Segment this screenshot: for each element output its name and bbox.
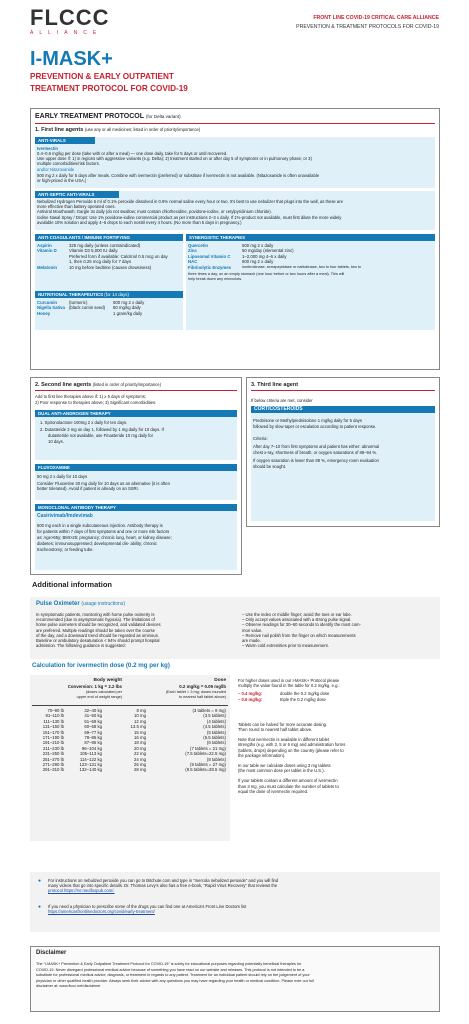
drug-name: NAC — [188, 259, 198, 265]
pulse-left — [36, 612, 161, 648]
early-rule — [35, 123, 435, 124]
multiplier-label: – 0.4 mg/kg: — [238, 691, 263, 697]
nitazoxanide-line1: 500 mg 2 x daily for 5 days after meals. Combine with ivermectin (preferred) or substitute if ivermectin is not available. (Nitazoxanide is often unavailable — [37, 173, 320, 178]
tablets: (6 tablets) — [206, 740, 226, 746]
note-text: Then round to nearest half tablet above. — [238, 727, 313, 733]
conversion-header: Conversion: 1 kg = 2.2 lbs — [67, 684, 122, 689]
bullet-icon: ● — [38, 904, 42, 910]
lb-range: 91–110 lb — [45, 713, 64, 719]
dose-header: Dose — [214, 678, 226, 683]
dual-header: DUAL ANTI-ANDROGEN THERAPY — [35, 410, 237, 417]
dose-mg: 10 mg — [134, 713, 146, 719]
logo-sub: ALLIANCE — [30, 30, 103, 36]
tablets: (3 tablets = 9 mg) — [192, 708, 226, 713]
drug-dose: 500 mg 2 x daily — [242, 259, 274, 265]
dose-mg: 8 mg — [136, 708, 146, 713]
first-line-note: (use any or all medicines; listed in order of priority/importance) — [84, 127, 201, 132]
dose-mg: 26 mg — [134, 762, 146, 768]
bullet-text: For instructions on nebulized peroxide you can go to Bitchute.com and type in “mercola nebulized peroxide” and you will find — [48, 878, 279, 883]
drug-dose: 50 mg/day (elemental zinc) — [242, 248, 294, 254]
kg-range: 60–68 kg — [84, 724, 102, 730]
drug-name: Fibrinolytic Enzymes — [188, 264, 231, 270]
pulse-note: (usage instructions) — [81, 601, 125, 607]
disclaimer-line: physician or other qualified health provider. Always seek their advice with any questions you may have regarding your health or medical condition. Please note our full — [36, 978, 314, 983]
antiseptic-line4: Iodine Nasal Spray / Drops: Use 1% povidone-iodine commercial product as per instructions 2–3 x daily. If 1%-product not available, must first dilute the more widely — [37, 215, 342, 220]
ivermectin-line2: Use upper dose if: 1) in regions with aggressive variants (e.g. Delta); 2) treatment started on or after day 5 of symptoms or in pulmonary phase; or 3) — [37, 156, 312, 161]
lb-range: 291–310 lb — [42, 767, 64, 773]
drug-dose: 500 mg 2 x daily — [113, 300, 145, 305]
dose-table — [32, 708, 228, 773]
pulse-text: In symptomatic patients, monitoring with home pulse oximetry is — [36, 612, 155, 617]
conversion-note2: upper end of weight range) — [76, 695, 122, 699]
table-row — [35, 265, 170, 270]
tablets: (8 tablets) — [206, 756, 226, 762]
pulse-tip: – Warm cold extremities prior to measurement. — [242, 643, 329, 649]
drug-dose: 1, then 0.25 mcg daily for 7 days — [69, 259, 132, 265]
disclaimer-line: disclaimer at: www.flccc.net/disclaimer — [36, 984, 101, 989]
dose-note1: (Each tablet = 3 mg; doses rounded — [165, 690, 226, 694]
dual-line3: dutasteride not available, use Finasteride 10 mg daily for — [48, 433, 153, 438]
mono-line1: 600 mg each in a single subcutaneous injection. Antibody therapy is — [37, 523, 163, 528]
drug-note: (turmeric) — [69, 300, 88, 305]
kg-range: 78–86 kg — [84, 735, 102, 741]
lb-range: 70–90 lb — [47, 708, 64, 713]
table-row — [32, 767, 228, 772]
table-row — [186, 265, 363, 270]
mono-line3: as: Age>65y; BMI>25; pregnancy; chronic lung, heart, or kidney disease; — [37, 535, 172, 540]
bullet-1 — [38, 878, 436, 894]
disclaimer-line: COVID-19. Never disregard professional medical advice because of something you have read on our website and releases. This protocol is not intended to be a — [36, 967, 305, 972]
pulse-title: Pulse Oximeter — [36, 601, 80, 607]
pulse-tip: – Use the index or middle finger; avoid the toes or ear lobe. — [242, 612, 352, 617]
drug-name: Curcumin — [37, 300, 58, 305]
side-text: multiply the value found in the table for 0.2 mg/kg, e.g.: — [238, 683, 340, 689]
third-line-l1: If below criteria are met, consider — [251, 398, 313, 403]
dual-line1: 1. Spironolactone 100mg 2 x daily for ten days. — [40, 420, 128, 425]
org-sub: PREVENTION & TREATMENT PROTOCOLS FOR COVID-19 — [296, 24, 439, 30]
cortico-header: CORTICOSTEROIDS — [251, 406, 435, 413]
ivermectin-line3: multiple comorbidities/risk factors. — [37, 161, 100, 166]
bullet-icon: ● — [38, 878, 42, 884]
drug-dose: Preferred form if available: Calcitriol 0.5 mcg on day — [69, 253, 168, 259]
bullet-text: many videos that go into specific details. Dr. Thomas Levy's also has a free e-book, “Rapid Virus Recovery” that reviews the — [48, 883, 278, 889]
lb-range: 191–210 lb — [42, 740, 64, 746]
pulse-right — [242, 612, 361, 648]
criteria-l2: chest x-ray, shortness of breath, or oxygen saturations of 88–94 %. — [253, 450, 378, 455]
synergy-table — [186, 243, 363, 270]
dual-line2: 2. Dutasteride 2 mg on day 1, followed by 1 mg daily for 10 days. If — [40, 427, 164, 432]
criteria-l3: If oxygen saturation is lower than 88 %, emergency room evaluation — [253, 458, 379, 463]
note-text: If your tablets contain a different amount of ivermectin — [238, 778, 338, 784]
mono-line4: diabetes; immunosuppressed; developmental dis- ability; chronic — [37, 541, 157, 546]
fluvox-header: FLUVOXAMINE — [35, 464, 237, 471]
criteria-label: Criteria: — [253, 436, 268, 441]
disclaimer-line: The “I-MASK+ Prevention & Early Outpatient Treatment Protocol for COVID-19” is solely for educational purposes regarding potentially beneficial therapies for — [36, 962, 302, 966]
multiplier-text: double the 0.2 mg/kg dose — [280, 691, 330, 697]
dose-mg: 15 mg — [134, 729, 146, 735]
drug-name: Melatonin — [37, 264, 58, 270]
calc-table-header — [32, 678, 228, 706]
kg-range: 123–131 kg — [79, 762, 102, 768]
tablets: (9 tablets = 27 mg) — [190, 762, 226, 768]
subtitle-line1: PREVENTION & EARLY OUTPATIENT — [30, 72, 174, 81]
second-line-heading — [35, 382, 161, 388]
pulse-text: admission. The following guidance is suggested: — [36, 643, 126, 649]
note-text: equal the dose of ivermectin required. — [238, 788, 309, 794]
lb-range: 211–230 lb — [43, 745, 64, 751]
drug-dose: 1 gram/kg daily — [113, 310, 143, 316]
criteria-l4: should be sought. — [253, 464, 287, 469]
multiplier-text: triple the 0.2 mg/kg dose — [280, 696, 326, 702]
fluvox-line3: better tolerated). Avoid if patient is already on an SSRI. — [37, 486, 139, 491]
ivermectin-name: Ivermectin — [37, 146, 58, 151]
kg-range: 87–95 kg — [84, 740, 102, 746]
kg-range: 96–104 kg — [81, 745, 102, 751]
drug-name: Quercetin — [188, 243, 209, 248]
page-title: I-MASK+ — [30, 48, 113, 70]
body-weight-header: Body weight — [93, 678, 122, 683]
pulse-text: recommended (due to asymptomatic hypoxia). The limitations of — [36, 617, 155, 623]
note-text: Note that ivermectin is available in different tablet — [238, 737, 330, 743]
subtitle-line2: TREATMENT PROTOCOL FOR COVID-19 — [30, 84, 188, 93]
tablets: (3.5 tablets) — [203, 713, 226, 719]
pulse-text: home pulse oximeters should be recognized, and validated devices — [36, 622, 161, 628]
dose-mg: 24 mg — [134, 756, 146, 762]
pulse-tip: – Remove nail polish from the finger on which measurements — [242, 632, 356, 638]
tablets: (5 tablets) — [206, 729, 226, 735]
lb-range: 111–130 lb — [43, 718, 64, 724]
first-line-heading — [35, 127, 200, 133]
early-variant: (for Delta variant) — [145, 114, 181, 119]
multiplier-label: – 0.6 mg/kg: — [238, 696, 263, 702]
drug-note: (black cumin seed) — [69, 305, 106, 311]
drug-note — [67, 311, 111, 316]
bullet-link[interactable]: protocol https://rvr.medfoxpub.com/. — [48, 888, 115, 894]
disclaimer-title: Disclaimer — [36, 950, 67, 956]
antiseptic-line2: more effective than battery operated ones. — [37, 204, 116, 209]
dose-mg: 22 mg — [134, 751, 146, 757]
dose-sub: 0.2 mg/kg = 0.09 mg/lb — [179, 684, 226, 689]
org-name: FRONT LINE COVID-19 CRITICAL CARE ALLIANCE — [313, 15, 439, 21]
note-text: (tablets, drops) depending on the country (please refer to — [238, 747, 344, 753]
drug-dose: 10 mg before bedtime (causes drowsiness) — [69, 264, 152, 270]
drug-dose: 325 mg daily (unless contraindicated) — [69, 243, 141, 248]
tablets: (9.5 tablets=28.5 mg) — [185, 767, 226, 773]
third-line-heading: 3. Third line agent — [251, 382, 299, 388]
nitazoxanide-line2: or high-priced in the USA.) — [37, 178, 87, 183]
lb-range: 131–150 lb — [42, 724, 64, 730]
note-text: the package information). — [238, 752, 286, 758]
bullet-text: If you need a physician to prescribe some of the drugs you can find one at America's Front Line Doctors list — [48, 904, 247, 909]
logo — [30, 6, 120, 36]
kg-range: 132–140 kg — [79, 767, 102, 773]
kg-range: 105–113 kg — [79, 751, 102, 757]
criteria-l1: After day 7–10 from first symptoms and patient has either: abnormal — [253, 444, 380, 449]
mono-line5: tracheostomy; or feeding tube. — [37, 547, 94, 552]
pulse-tip: – Only accept values associated with a strong pulse signal. — [242, 617, 352, 623]
dose-mg: 12 mg — [134, 718, 146, 724]
kg-range: 51–59 kg — [84, 718, 102, 724]
lb-range: 151–170 lb — [42, 729, 64, 735]
tablets: (7.5 tablets=22.5 mg) — [185, 751, 226, 757]
nutritional-table — [35, 300, 146, 316]
note-text: than 3 mg, you must calculate the number of tablets to — [238, 783, 339, 789]
nitazoxanide-name: and/or Nitazoxanide — [37, 167, 75, 172]
second-line-l2: 2) Poor response to therapies above; 3) Significant comorbidities. — [35, 400, 157, 405]
bullet-link[interactable]: https://americasfrontlinedoctors.org/covid/early-treatment/ — [48, 909, 155, 915]
kg-range: 114–122 kg — [79, 756, 102, 762]
logo-main: FLCCC — [30, 5, 110, 30]
lb-range: 251–270 lb — [42, 756, 64, 762]
dose-note2: to nearest half tablet above) — [178, 695, 226, 699]
tablets: (7 tablets = 21 mg) — [190, 745, 226, 751]
drug-dose: lumbrokinase, serrapeptidase or nattokinase, two to four tablets, two to — [242, 264, 362, 269]
synergy-header: SYNERGISTIC THERAPIES — [186, 234, 435, 241]
fluvox-line2: Consider Fluoxetine 30 mg daily for 10 days as an alternative (it is often — [37, 481, 170, 486]
conversion-note1: (doses calculated per — [85, 690, 122, 694]
side-text: For higher doses used in our I-MASK+ Protocol please — [238, 678, 340, 683]
dose-mg: 18 mg — [134, 740, 146, 746]
third-rule — [251, 390, 435, 391]
drug-dose: 80 mg/kg daily — [113, 305, 141, 311]
antiseptic-line5: available 10% solution and apply 4–5 drops to each nostril every 4 hours. (No more than 5 days in pregnancy.) — [37, 220, 242, 225]
calc-side-notes — [238, 678, 438, 794]
early-title — [35, 113, 181, 120]
pulse-text: Baseline or ambulatory desaturation < 94% should prompt hospital — [36, 638, 160, 644]
nutritional-title: NUTRITIONAL THERAPEUTICS — [38, 292, 104, 297]
drug-name: Liposomal Vitamin C — [188, 253, 231, 259]
additional-title: Additional information — [32, 580, 112, 589]
first-line-label: 1. First line agents — [35, 127, 84, 133]
ivermectin-line1: 0.4–0.6 mg/kg per dose (take with or after a meal) — one dose daily, take for 5 days or until recovered. — [37, 151, 228, 156]
tablets: (4.5 tablets) — [203, 724, 226, 730]
drug-dose: 500 mg 2 x daily — [242, 243, 274, 248]
kg-range: 32–40 kg — [84, 708, 102, 713]
pulse-tip: – Observe readings for 30–60 seconds to identify the most com- — [242, 622, 361, 628]
drug-name: Nigella Sativa — [37, 305, 65, 311]
nutritional-header — [35, 291, 183, 298]
drug-name: Aspirin — [37, 243, 52, 248]
bullet-2 — [38, 904, 436, 914]
nutritional-note: (for 14 days) — [104, 292, 129, 297]
note-text: In our table we calculate doses using 3 mg tablets — [238, 763, 331, 769]
second-rule — [35, 390, 237, 391]
mono-line2: for patients within 7 days of first symptoms and one or more risk factors — [37, 529, 170, 534]
tablets: (4 tablets) — [206, 718, 226, 724]
kg-range: 69–77 kg — [84, 729, 102, 735]
drug-dose: Vitamin D3 5,000 IU daily. — [69, 248, 119, 254]
antiseptic-line3: Antiviral Mouthwash: Gargle 3x daily (do not swallow; must contain chlorhexidine, povidone-iodine, or cetylpyridinium chloride). — [37, 209, 272, 214]
disclaimer-line: substitute for professional medical advice, diagnosis, or treatment in regards to any patient. Treatment for an individual patient should rely on the judgement of your — [36, 973, 310, 978]
anticoag-header: ANTI-COAGULANTS / IMMUNE FORTIFYING — [35, 234, 183, 241]
pulse-text: are preferred. Multiple readings should be taken over the course — [36, 627, 155, 633]
antivirals-header: ANTI-VIRALS — [35, 137, 95, 144]
lb-range: 171–190 lb — [42, 735, 64, 741]
dose-mg: 16 mg — [134, 735, 146, 741]
antiseptic-header: ANTI-SEPTIC ANTI-VIRALS — [35, 191, 119, 198]
dose-mg: 28 mg — [134, 767, 146, 773]
pulse-text: of the day, and a downward trend should be regarded as ominous. — [36, 632, 159, 638]
early-title-text: EARLY TREATMENT PROTOCOL — [35, 113, 144, 120]
dual-line4: 10 days. — [48, 439, 64, 444]
drug-name: Honey — [37, 310, 51, 316]
drug-name: Zinc — [188, 248, 197, 254]
second-line-note: (listed in order of priority/importance) — [92, 382, 161, 387]
lb-range: 231–250 lb — [42, 751, 64, 757]
fluvox-line1: 50 mg 2 x daily for 10 days — [37, 474, 88, 479]
disclaimer-body — [36, 962, 436, 990]
mono-header: MONOCLONAL ANTIBODY THERAPY — [35, 504, 237, 511]
synergy-extra2: help break down any microclots. — [188, 277, 243, 281]
table-row — [35, 311, 146, 316]
note-text: (the most common dose per tablet in the U.S.). — [238, 768, 325, 774]
pulse-heading — [36, 601, 125, 607]
lb-range: 271–290 lb — [42, 762, 64, 768]
note-text: strengths (e.g. with 3, 5 or 6 mg) and administration forms — [238, 742, 346, 748]
dose-mg: 20 mg — [134, 745, 146, 751]
second-line-l1: Add to first line therapies above if: 1) ≥ 5 days of symptoms; — [35, 394, 146, 399]
cortico-p1: Prednisone or Methylprednisolone 1 mg/kg daily for 5 days — [253, 418, 362, 423]
tablets: (5.5 tablets) — [203, 735, 226, 741]
mono-drug-name: Casirivimab/Imdevimab — [37, 513, 93, 519]
antiseptic-line1: Nebulized Hydrogen Peroxide 5 ml of 0.1% peroxide dissolved in 0.9% normal saline every hour or two. It's best to use nebulizer that plugs into the wall, as these are — [37, 199, 343, 204]
kg-range: 41–50 kg — [84, 713, 102, 719]
drug-name: Vitamin D — [37, 248, 57, 254]
calc-title: Calculation for ivermectin dose (0.2 mg per kg) — [32, 662, 170, 669]
anticoag-table — [35, 243, 170, 270]
cortico-p2: followed by slow taper or escalation according to patient response. — [253, 424, 377, 429]
pulse-tip: are made. — [242, 638, 261, 644]
dose-mg: 13.5 mg — [130, 724, 146, 730]
second-line-label: 2. Second line agents — [35, 382, 92, 388]
pulse-tip: mon value. — [242, 627, 263, 633]
synergy-extra1: three times a day, on an empty stomach (one hour before or two hours after a meal). This will — [188, 272, 345, 276]
note-text: Tablets can be halved for more accurate dosing. — [238, 721, 328, 727]
drug-dose: 1–2,000 mg 4–6 x daily — [242, 253, 287, 259]
